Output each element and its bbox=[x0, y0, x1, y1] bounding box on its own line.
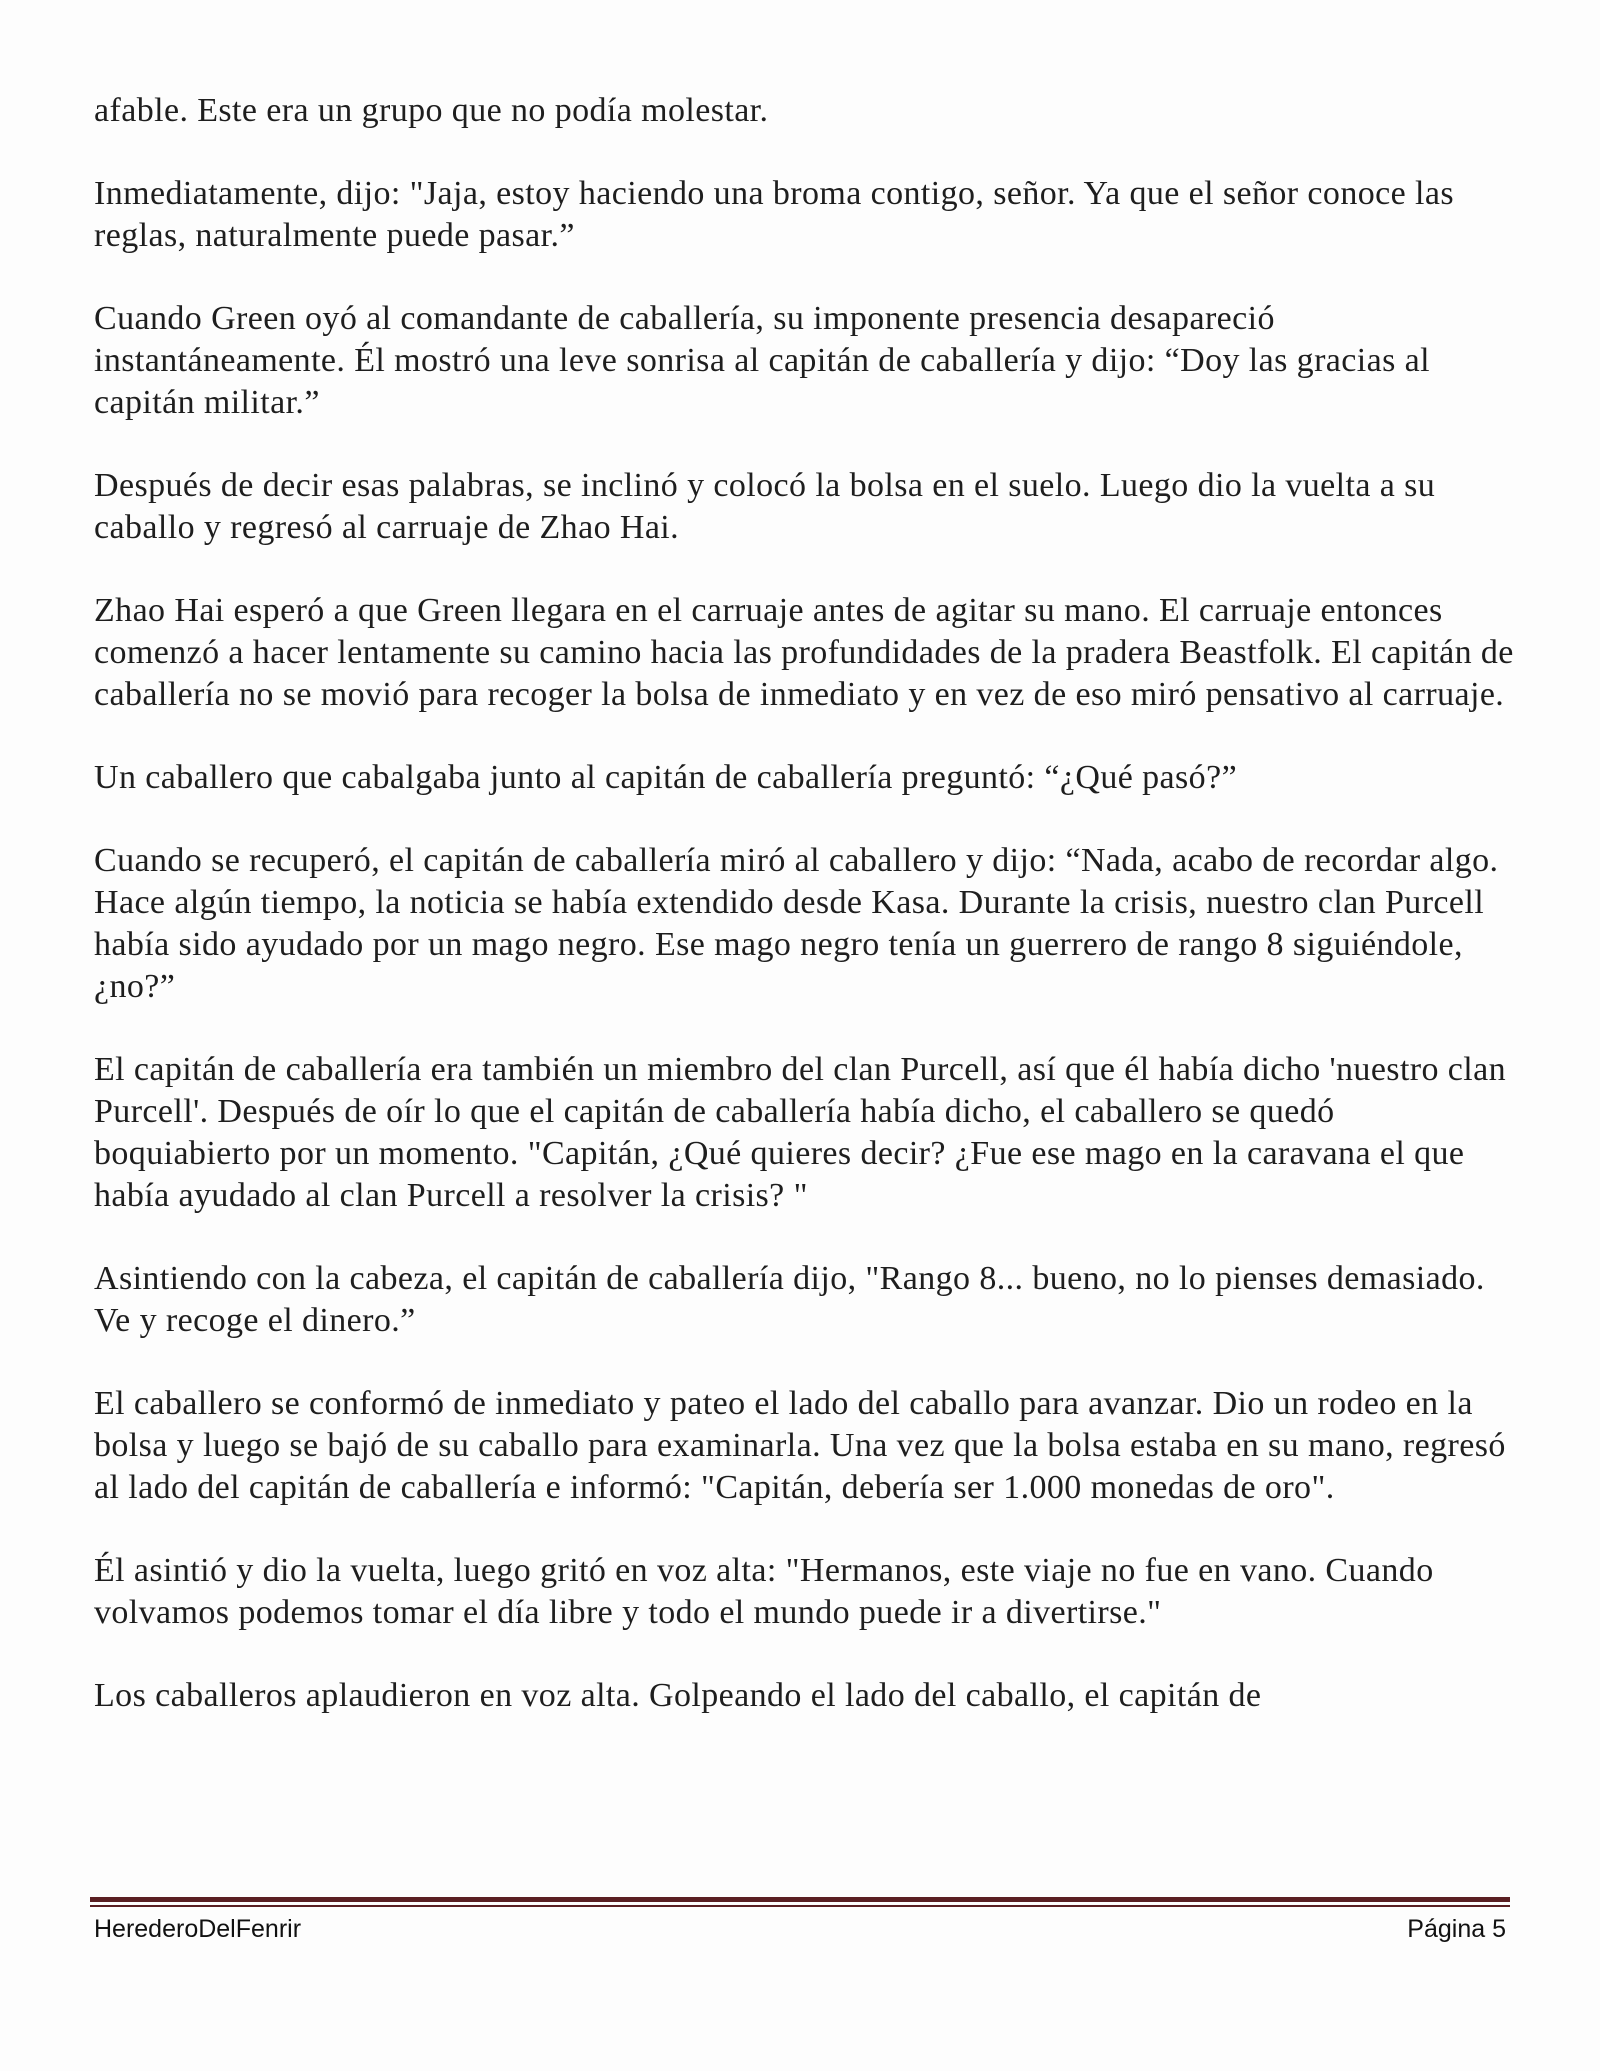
paragraph: El caballero se conformó de inmediato y pateo el lado del caballo para avanzar. Dio un rodeo en la bolsa y luego se bajó de su caballo para examinarla. Una vez que la bolsa estaba en su mano, regresó al lado del capitán de caballería e informó: "Capitán, debería ser 1.000 monedas de oro". bbox=[94, 1385, 1506, 1506]
paragraph: El capitán de caballería era también un miembro del clan Purcell, así que él había dicho 'nuestro clan Purcell'. Después de oír lo que el capitán de caballería había dicho, el caballero se quedó boquiabierto por un momento. "Capitán, ¿Qué quieres decir? ¿Fue ese mago en la caravana el que había ayudado al clan Purcell a resolver la crisis? " bbox=[94, 1051, 1507, 1214]
paragraph: Zhao Hai esperó a que Green llegara en el carruaje antes de agitar su mano. El carruaje entonces comenzó a hacer lentamente su camino hacia las profundidades de la pradera Beastfolk. El capitán de caballería no se movió para recoger la bolsa de inmediato y en vez de eso miró pensativo al carruaje. bbox=[94, 592, 1514, 713]
footer-rule-thin bbox=[90, 1905, 1510, 1907]
paragraph: Cuando Green oyó al comandante de caballería, su imponente presencia desapareció instantáneamente. Él mostró una leve sonrisa al capitán de caballería y dijo: “Doy las gracias al capitán militar.” bbox=[94, 300, 1430, 421]
document-body bbox=[94, 90, 1514, 1717]
paragraph: Después de decir esas palabras, se inclinó y colocó la bolsa en el suelo. Luego dio la vuelta a su caballo y regresó al carruaje de Zhao Hai. bbox=[94, 467, 1436, 546]
paragraph: afable. Este era un grupo que no podía molestar. bbox=[94, 92, 769, 129]
paragraph: Él asintió y dio la vuelta, luego gritó en voz alta: "Hermanos, este viaje no fue en vano. Cuando volvamos podemos tomar el día libre y todo el mundo puede ir a divertirse." bbox=[94, 1552, 1434, 1631]
paragraph: Los caballeros aplaudieron en voz alta. Golpeando el lado del caballo, el capitán de bbox=[94, 1677, 1262, 1714]
footer-rule-thick bbox=[90, 1897, 1510, 1902]
footer-author: HerederoDelFenrir bbox=[94, 1915, 302, 1943]
page-number: Página 5 bbox=[1407, 1915, 1506, 1943]
paragraph: Un caballero que cabalgaba junto al capitán de caballería preguntó: “¿Qué pasó?” bbox=[94, 759, 1238, 796]
paragraph: Cuando se recuperó, el capitán de caballería miró al caballero y dijo: “Nada, acabo de recordar algo. Hace algún tiempo, la noticia se había extendido desde Kasa. Durante la crisis, nuestro clan Purcell había sido ayudado por un mago negro. Ese mago negro tenía un guerrero de rango 8 siguiéndole, ¿no?” bbox=[94, 842, 1499, 1005]
page-footer bbox=[94, 1915, 1506, 1944]
paragraph: Inmediatamente, dijo: "Jaja, estoy haciendo una broma contigo, señor. Ya que el señor conoce las reglas, naturalmente puede pasar.” bbox=[94, 175, 1454, 254]
paragraph: Asintiendo con la cabeza, el capitán de caballería dijo, "Rango 8... bueno, no lo pienses demasiado. Ve y recoge el dinero.” bbox=[94, 1260, 1485, 1339]
